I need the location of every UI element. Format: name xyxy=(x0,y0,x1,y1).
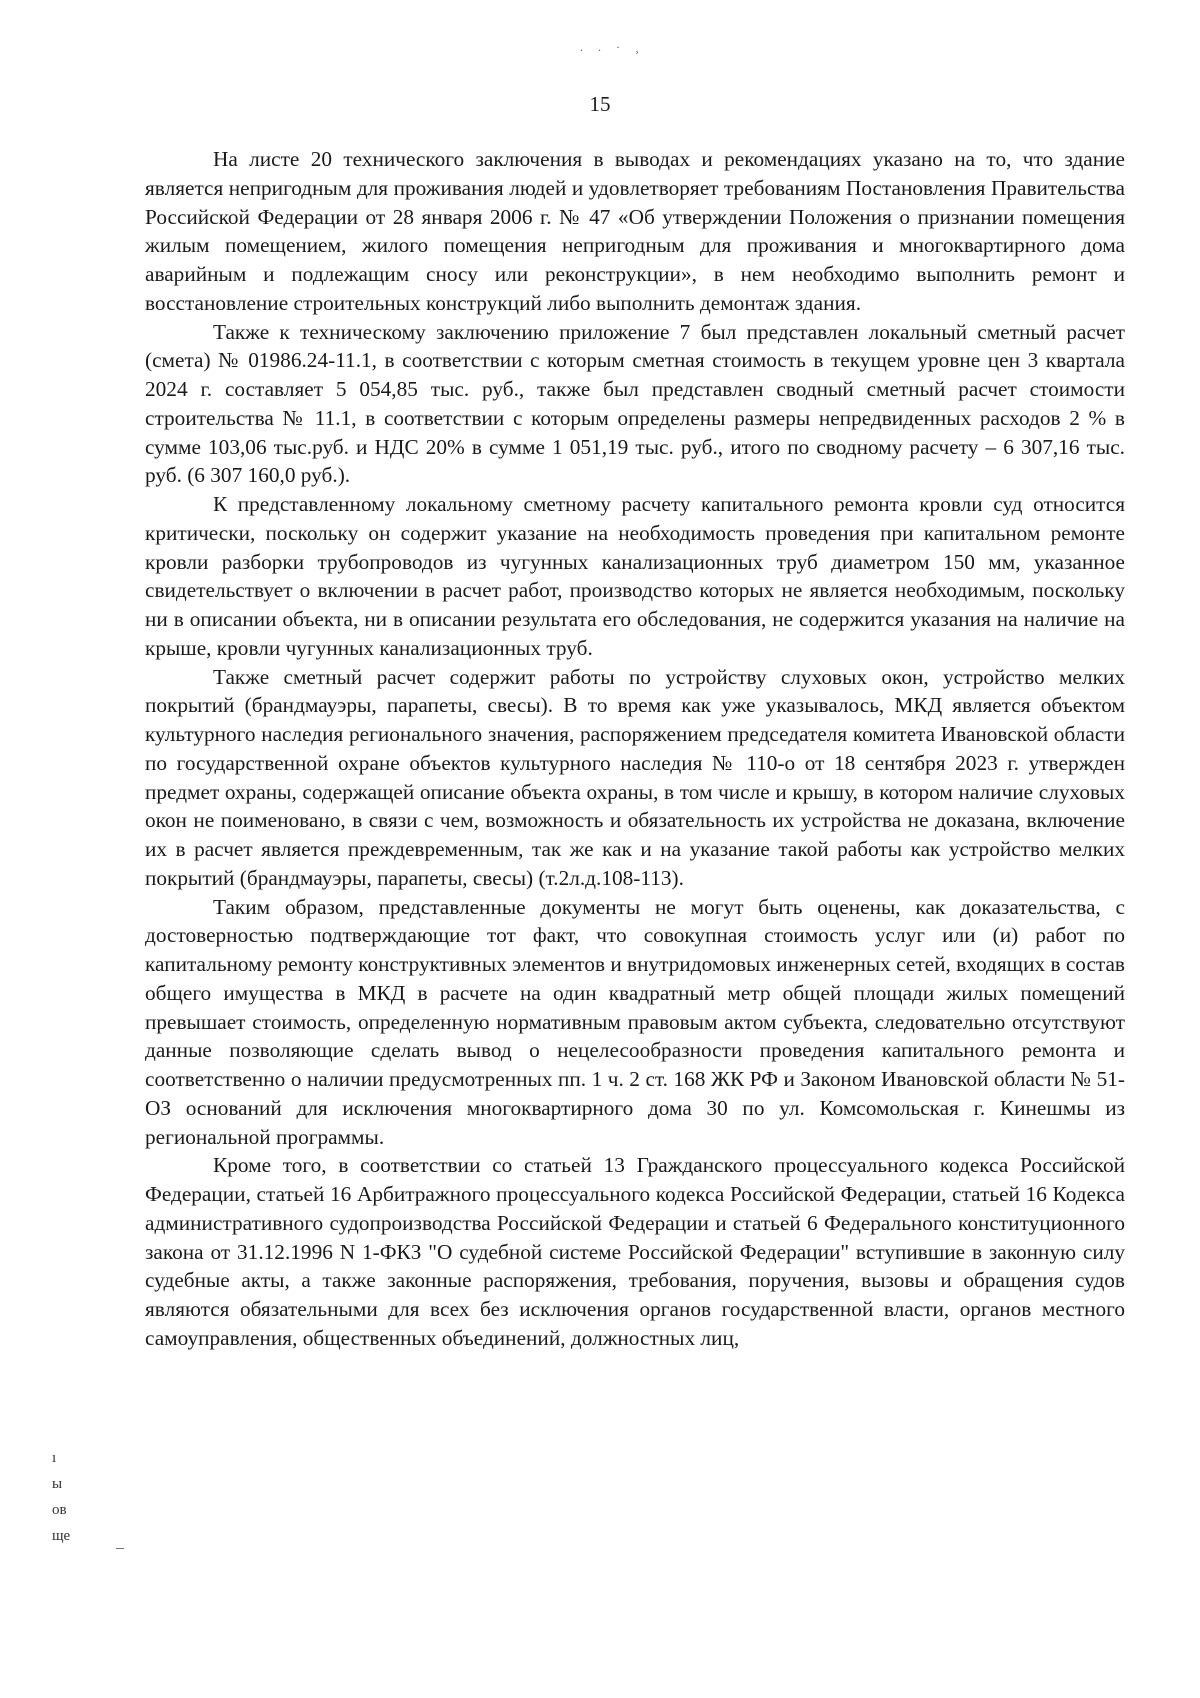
margin-mark: ı xyxy=(52,1450,57,1466)
paragraph-4: Также сметный расчет содержит работы по устройству слуховых окон, устройство мелких покрытий (брандмауэры, парапеты, свесы). В то время как уже указывалось, МКД является объектом культурного наследия регионального значения, распоряжением председателя комитета Ивановской области по государственной охране объектов культурного наследия № 110-о от 18 сентября 2023 г. утвержден предмет охраны, содержащей описание объекта охраны, в том числе и крышу, в котором наличие слуховых окон не поименовано, в связи с чем, возможность и обязательность их устройства не доказана, включение их в расчет является преждевременным, так же как и на указание такой работы как устройство мелких покрытий (брандмауэры, парапеты, свесы) (т.2л.д.108-113). xyxy=(145,664,1125,890)
margin-mark: ы xyxy=(52,1476,63,1492)
margin-mark: ов xyxy=(52,1502,67,1518)
paragraph-3: К представленному локальному сметному расчету капитального ремонта кровли суд относится критически, поскольку он содержит указание на необходимость проведения при капитальном ремонте кровли разборки трубопроводов из чугунных канализационных труб диаметром 150 мм, указанное свидетельствует о включении в расчет работ, производство которых не является необходимым, поскольку ни в описании объекта, ни в описании результата его обследования, не содержится указания на наличие на крыше, кровли чугунных канализационных труб. xyxy=(145,492,1125,660)
top-scan-marks: . . · ¸ xyxy=(580,40,645,54)
paragraph-1: На листе 20 технического заключения в выводах и рекомендациях указано на то, что здание является непригодным для проживания людей и удовлетворяет требованиям Постановления Правительства Российской Федерации от 28 января 2006 г. № 47 «Об утверждении Положения о признании помещения жилым помещением, жилого помещения непригодным для проживания и многоквартирного дома аварийным и подлежащим сносу или реконструкции», в нем необходимо выполнить ремонт и восстановление строительных конструкций либо выполнить демонтаж здания. xyxy=(145,147,1125,315)
left-margin-bleed-through xyxy=(52,1445,70,1549)
paragraph-5: Таким образом, представленные документы не могут быть оценены, как доказательства, с достоверностью подтверждающие тот факт, что совокупная стоимость услуг или (и) работ по капитальному ремонту конструктивных элементов и внутридомовых инженерных сетей, входящих в состав общего имущества в МКД в расчете на один квадратный метр общей площади жилых помещений превышает стоимость, определенную нормативным правовым актом субъекта, следовательно отсутствуют данные позволяющие сделать вывод о нецелесообразности проведения капитального ремонта и соответственно о наличии предусмотренных пп. 1 ч. 2 ст. 168 ЖК РФ и Законом Ивановской области № 51-ОЗ оснований для исключения многоквартирного дома 30 по ул. Комсомольская г. Кинешмы из региональной программы. xyxy=(145,894,1125,1149)
paragraph-2: Также к техническому заключению приложение 7 был представлен локальный сметный расчет (смета) № 01986.24-11.1, в соответствии с которым сметная стоимость в текущем уровне цен 3 квартала 2024 г. составляет 5 054,85 тыс. руб., также был представлен сводный сметный расчет стоимости строительства № 11.1, в соответствии с которым определены размеры непредвиденных расходов 2 % в сумме 103,06 тыс.руб. и НДС 20% в сумме 1 051,19 тыс. руб., итого по сводному расчету – 6 307,16 тыс. руб. (6 307 160,0 руб.). xyxy=(145,319,1125,488)
document-body xyxy=(145,145,1125,1353)
margin-dash xyxy=(116,1548,124,1549)
page-number: 15 xyxy=(589,92,611,116)
margin-mark: ще xyxy=(52,1528,71,1544)
paragraph-6: Кроме того, в соответствии со статьей 13 Гражданского процессуального кодекса Российской Федерации, статьей 16 Арбитражного процессуального кодекса Российской Федерации, статьей 16 Кодекса административного судопроизводства Российской Федерации и статьей 6 Федерального конституционного закона от 31.12.1996 N 1-ФКЗ "О судебной системе Российской Федерации" вступившие в законную силу судебные акты, а также законные распоряжения, требования, поручения, вызовы и обращения судов являются обязательными для всех без исключения органов государственной власти, органов местного самоуправления, общественных объединений, должностных лиц, xyxy=(145,1153,1125,1350)
